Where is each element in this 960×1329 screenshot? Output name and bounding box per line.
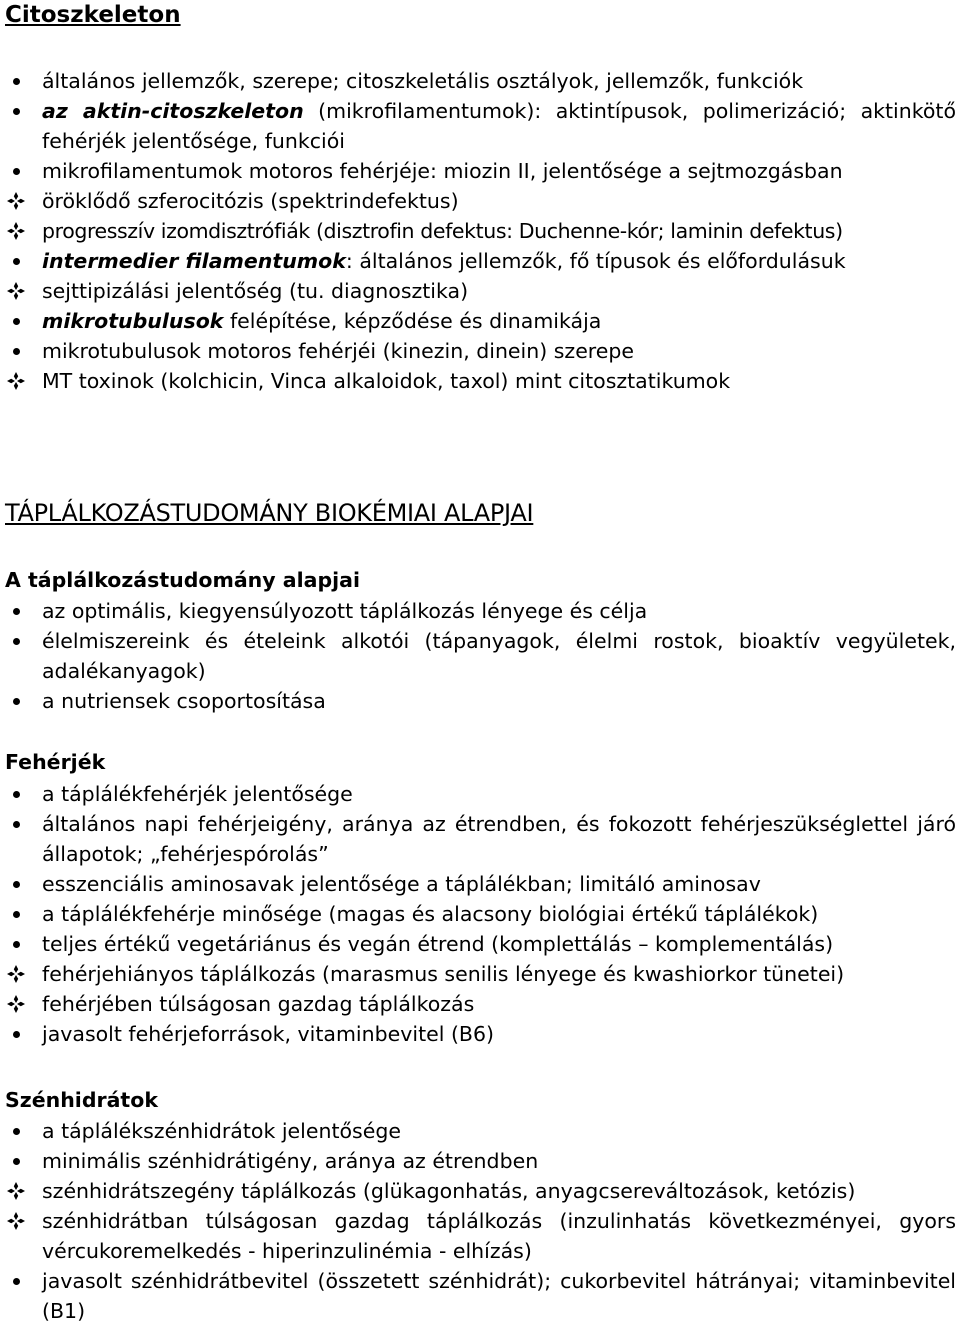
list-item-text: MT toxinok (kolchicin, Vinca alkaloidok, taxol) mint citosztatikumok xyxy=(42,369,731,393)
list-item xyxy=(0,869,960,899)
list-item xyxy=(0,1019,960,1049)
list-item-rest: felépítése, képződése és dinamikája xyxy=(223,309,602,333)
list-item-text: mikrotubulusok motoros fehérjéi (kinezin, dinein) szerepe xyxy=(42,339,635,363)
list-item xyxy=(0,989,960,1019)
list-item xyxy=(0,686,960,716)
bullet-icon xyxy=(6,336,26,366)
list-item-text: szénhidrátban túlságosan gazdag táplálkozás (inzulinhatás következményei, gyors vércukoremelkedés - hiperinzulinémia - elhízás) xyxy=(42,1209,956,1263)
list-item xyxy=(0,156,960,186)
citoskeleton-list xyxy=(0,66,960,396)
list-item-text: fehérjében túlságosan gazdag táplálkozás xyxy=(42,992,475,1016)
alapjai-list xyxy=(0,596,960,716)
emphasis-text: mikrotubulusok xyxy=(42,309,224,333)
subsection-title-alapjai: A táplálkozástudomány alapjai xyxy=(5,568,361,592)
list-item xyxy=(0,1206,960,1266)
list-item-text: teljes értékű vegetáriánus és vegán étrend (komplettálás – komplementálás) xyxy=(42,932,834,956)
list-item-rest: : általános jellemzők, fő típusok és előfordulásuk xyxy=(345,249,846,273)
feherjek-list xyxy=(0,779,960,1049)
subsection-title-feherjek: Fehérjék xyxy=(5,750,106,774)
list-item-text xyxy=(42,246,956,276)
list-item-text: fehérjehiányos táplálkozás (marasmus senilis lényege és kwashiorkor tünetei) xyxy=(42,962,845,986)
list-item-text: javasolt fehérjeforrások, vitaminbevitel (B6) xyxy=(42,1022,495,1046)
diamond-bullet-icon xyxy=(6,959,26,989)
emphasis-text: intermedier filamentumok xyxy=(42,249,346,273)
bullet-icon xyxy=(6,1146,26,1176)
list-item-text: a táplálékfehérjék jelentősége xyxy=(42,782,353,806)
list-item xyxy=(0,929,960,959)
bullet-icon xyxy=(6,96,26,126)
diamond-bullet-icon xyxy=(6,366,26,396)
list-item-text: sejttipizálási jelentőség (tu. diagnosztika) xyxy=(42,279,469,303)
bullet-icon xyxy=(6,809,26,839)
list-item xyxy=(0,216,960,246)
list-item xyxy=(0,809,960,869)
list-item xyxy=(0,959,960,989)
list-item xyxy=(0,186,960,216)
list-item-text: öröklődő szferocitózis (spektrindefektus) xyxy=(42,189,459,213)
section-title-taplalkozas: TÁPLÁLKOZÁSTUDOMÁNY BIOKÉMIAI ALAPJAI xyxy=(5,499,534,527)
list-item xyxy=(0,596,960,626)
list-item-text: a táplálékszénhidrátok jelentősége xyxy=(42,1119,401,1143)
diamond-bullet-icon xyxy=(6,1206,26,1236)
bullet-icon xyxy=(6,869,26,899)
list-item xyxy=(0,96,960,156)
bullet-icon xyxy=(6,306,26,336)
list-item-text: általános jellemzők, szerepe; citoszkeletális osztályok, jellemzők, funkciók xyxy=(42,69,804,93)
list-item xyxy=(0,1146,960,1176)
list-item xyxy=(0,1116,960,1146)
bullet-icon xyxy=(6,596,26,626)
list-item-text: minimális szénhidrátigény, aránya az étrendben xyxy=(42,1149,539,1173)
list-item-text xyxy=(42,306,956,336)
list-item-text: általános napi fehérjeigény, aránya az étrendben, és fokozott fehérjeszükséglettel járó állapotok; „fehérjespórolás” xyxy=(42,812,956,866)
list-item-text: a táplálékfehérje minősége (magas és alacsony biológiai értékű táplálékok) xyxy=(42,902,819,926)
list-item-text: mikrofilamentumok motoros fehérjéje: miozin II, jelentősége a sejtmozgásban xyxy=(42,159,843,183)
bullet-icon xyxy=(6,1019,26,1049)
bullet-icon xyxy=(6,156,26,186)
list-item xyxy=(0,779,960,809)
list-item xyxy=(0,366,960,396)
bullet-icon xyxy=(6,779,26,809)
list-item xyxy=(0,1176,960,1206)
list-item-text: szénhidrátszegény táplálkozás (glükagonhatás, anyagcsereváltozások, ketózis) xyxy=(42,1179,856,1203)
list-item-text xyxy=(42,96,956,156)
bullet-icon xyxy=(6,1266,26,1296)
list-item xyxy=(0,899,960,929)
list-item xyxy=(0,1266,960,1326)
emphasis-text: az aktin-citoszkeleton xyxy=(42,99,304,123)
list-item-text: az optimális, kiegyensúlyozott táplálkozás lényege és célja xyxy=(42,599,648,623)
diamond-bullet-icon xyxy=(6,216,26,246)
list-item xyxy=(0,66,960,96)
bullet-icon xyxy=(6,1116,26,1146)
list-item xyxy=(0,246,960,276)
list-item xyxy=(0,336,960,366)
list-item xyxy=(0,276,960,306)
section-title-citoskeleton: Citoszkeleton xyxy=(5,2,181,28)
list-item-text: a nutriensek csoportosítása xyxy=(42,689,326,713)
bullet-icon xyxy=(6,66,26,96)
subsection-title-szenhidratok: Szénhidrátok xyxy=(5,1088,158,1112)
bullet-icon xyxy=(6,686,26,716)
list-item-text: esszenciális aminosavak jelentősége a táplálékban; limitáló aminosav xyxy=(42,872,761,896)
bullet-icon xyxy=(6,929,26,959)
list-item-rest: (mikrofilamentumok): aktintípusok, polimerizáció; aktinkötő fehérjék jelentősége, funkciói xyxy=(42,99,956,153)
list-item xyxy=(0,306,960,336)
list-item xyxy=(0,626,960,686)
list-item-text: javasolt szénhidrátbevitel (összetett szénhidrát); cukorbevitel hátrányai; vitaminbevitel (B1) xyxy=(42,1269,956,1323)
bullet-icon xyxy=(6,246,26,276)
szenhidratok-list xyxy=(0,1116,960,1326)
list-item-text: progresszív izomdisztrófiák (disztrofin defektus: Duchenne-kór; laminin defektus) xyxy=(42,219,843,243)
diamond-bullet-icon xyxy=(6,276,26,306)
list-item-text: élelmiszereink és ételeink alkotói (tápanyagok, élelmi rostok, bioaktív vegyületek, adalékanyagok) xyxy=(42,629,956,683)
diamond-bullet-icon xyxy=(6,1176,26,1206)
diamond-bullet-icon xyxy=(6,989,26,1019)
diamond-bullet-icon xyxy=(6,186,26,216)
bullet-icon xyxy=(6,899,26,929)
bullet-icon xyxy=(6,626,26,656)
